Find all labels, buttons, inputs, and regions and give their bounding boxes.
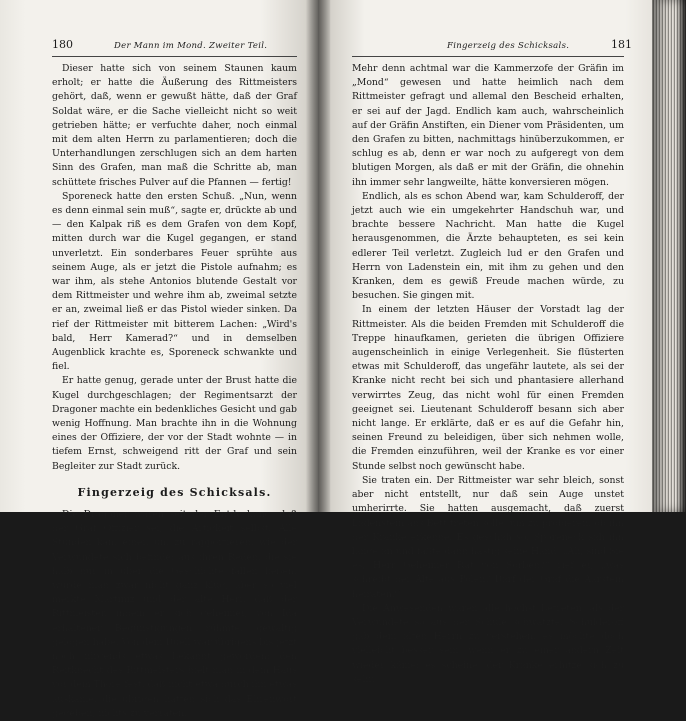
right-running-title: Fingerzeig des Schicksals. bbox=[447, 41, 570, 51]
section-heading: Fingerzeig des Schicksals. bbox=[77, 485, 272, 499]
right-body-text bbox=[352, 62, 624, 687]
right-paragraph: Endlich, als es schon Abend war, kam Schulderoff, der jetzt auch wie ein umgekehrter Handschuh war, und brachte bessere Nachricht. Man hatte die Kugel herausgenommen, die Ärzte behaupteten, es sei kein edlerer Teil verletzt. Zugleich lud er den Grafen und Herrn von Ladenstein ein, mit ihm zu gehen und den Kranken, dem es gewiß Freude machen würde, zu besuchen. Sie gingen mit. bbox=[352, 190, 624, 302]
right-paragraph: In einem der letzten Häuser der Vorstadt lag der Rittmeister. Als die beiden Fremden mit Schulderoff die Treppe hinaufkamen, gerieten die übrigen Offiziere augenscheinlich in einige Verlegenheit. Sie flüsterten etwas mit Schulderoff, das ungefähr lautete, als sei der Kranke nicht recht bei sich und phantasiere allerhand verwirrtes Zeug, das nicht wohl für einen Fremden geeignet sei. Lieutenant Schulderoff besann sich aber nicht lange. Er erklärte, daß er es auf die Gefahr hin, seinen Freund zu beleidigen, über sich nehmen wolle, die Fremden einzuführen, weil der Kranke es vor einer Stunde selbst noch gewünscht habe. bbox=[352, 304, 624, 472]
left-header-rule bbox=[52, 56, 297, 57]
left-body-text bbox=[52, 62, 297, 721]
left-paragraph: Die Dragoner waren seit der Entdeckung, daß der Graf Offizier sei, die Artigkeit selbst. Alle Stunden kam einer, um zu rapportieren, wie der Verwundete sich befinde; aus ihren Reden, die sie halb nur in über die Geschichte fallen ließen, wurde man zwar nicht ganz klug, aber so viel merkte Martiniz und der alte Herr, daß der Rittmeister, indem er sich geheimer, von Ida erhaltener Begünstigungen rühmte, gewaltig gelogen habe. Von dem Duell war übrigens bis jetzt noch nirgends etwas bekannt geworden; den Reitknecht des Rittmeisters hielt man in dem Haus vor dem Thore fest, daß nicht etwa durch ihn etwas auskäme, die übrigen hatten sich das Ehrenwort gegeben, nichts zu verraten. bbox=[52, 508, 297, 719]
right-page-header bbox=[352, 38, 632, 52]
right-page-number: 181 bbox=[611, 38, 632, 51]
left-paragraph: Dieser hatte sich von seinem Staunen kaum erholt; er hatte die Äußerung des Rittmeisters gehört, daß, wenn er gewußt hätte, daß der Graf Soldat wäre, er die Sache vielleicht nicht so weit getrieben hätte; er verfuchte daher, noch einmal mit dem alten Herrn zu parlamentieren; doch die Unterhandlungen zerschlugen sich an dem harten Sinn des Grafen, man maß die Schritte ab, man schüttete frisches Pulver auf die Pfannen — fertig! bbox=[52, 63, 297, 188]
right-paragraph: Sie traten ein. Der Rittmeister war sehr bleich, sonst aber nicht entstellt, nur daß sein Auge unstet umherirrte. Sie hatten ausgemacht, daß zuerst Ladenstein ans Bett treten solle, um zu probieren, ob ihn der Kranke erkenne. Es geschah so. Sporeneck sah ihn lange an und faßte dann hastig seine Hand: „Ah, sind Sie es, Herr Geheimer Rat von Sorben?“ rief er, „was schreibt der Alte aus Polen? Darf der Graf die Aarstein heiraten?“ bbox=[352, 474, 624, 600]
left-running-title: Der Mann im Mond. Zweiter Teil. bbox=[114, 41, 268, 51]
book-gutter-shadow bbox=[306, 0, 330, 512]
right-paragraph: Mehr denn achtmal war die Kammerzofe der Gräfin im „Mond“ gewesen und hatte heimlich nach dem Rittmeister gefragt und allemal den Bescheid erhalten, er sei auf der Jagd. Endlich kam auch, wahrscheinlich auf der Gräfin Anstiften, ein Diener vom Präsidenten, um den Grafen zu bitten, nachmittags hinüberzukommen, er schlug es ab, denn er war noch zu aufgeregt von dem blutigen Morgen, als daß er mit der Gräfin, die ohnehin ihn immer sehr langweilte, hätte konversieren mögen. bbox=[352, 63, 624, 188]
page-edges bbox=[652, 0, 686, 512]
right-page bbox=[318, 0, 652, 685]
right-paragraph: Die Anwesenden waren alle höchst betreten, als der Verwundete so aus der Schule schwatzte; Schulderoff gab dem alten Herrn zu verstehen, es möchte doch vielleicht besser sein, wenn er zu einer andern Zeit wieder käme; es scheine, der Kranke erhitze sich zu sehr. bbox=[352, 602, 624, 685]
left-page bbox=[0, 0, 318, 719]
left-page-number: 180 bbox=[52, 38, 73, 51]
left-paragraph: Er hatte genug, gerade unter der Brust hatte die Kugel durchgeschlagen; der Regimentsarzt der Dragoner machte ein bedenkliches Gesicht und gab wenig Hoffnung. Man brachte ihn in die Wohnung eines der Offiziere, der vor der Stadt wohnte — in tiefem Ernst, schweigend ritt der Graf und sein Begleiter zur Stadt zurück. bbox=[52, 375, 297, 472]
left-page-header bbox=[52, 38, 298, 52]
right-header-rule bbox=[352, 56, 624, 57]
left-paragraph: Sporeneck hatte den ersten Schuß. „Nun, wenn es denn einmal sein muß“, sagte er, drückte ab und — den Kalpak riß es dem Grafen von dem Kopf, mitten durch war die Kugel gegangen, er stand unverletzt. Ein sonderbares Feuer sprühte aus seinem Auge, als er jetzt die Pistole aufnahm; es war ihm, als stehe Antonios blutende Gestalt vor dem Rittmeister und wehre ihm ab, zweimal setzte er an, zweimal ließ er das Pistol wieder sinken. Da rief der Rittmeister mit bitterem Lachen: „Wird's bald, Herr Kamerad?“ und in demselben Augenblick krachte es, Sporeneck schwankte und fiel. bbox=[52, 190, 297, 373]
